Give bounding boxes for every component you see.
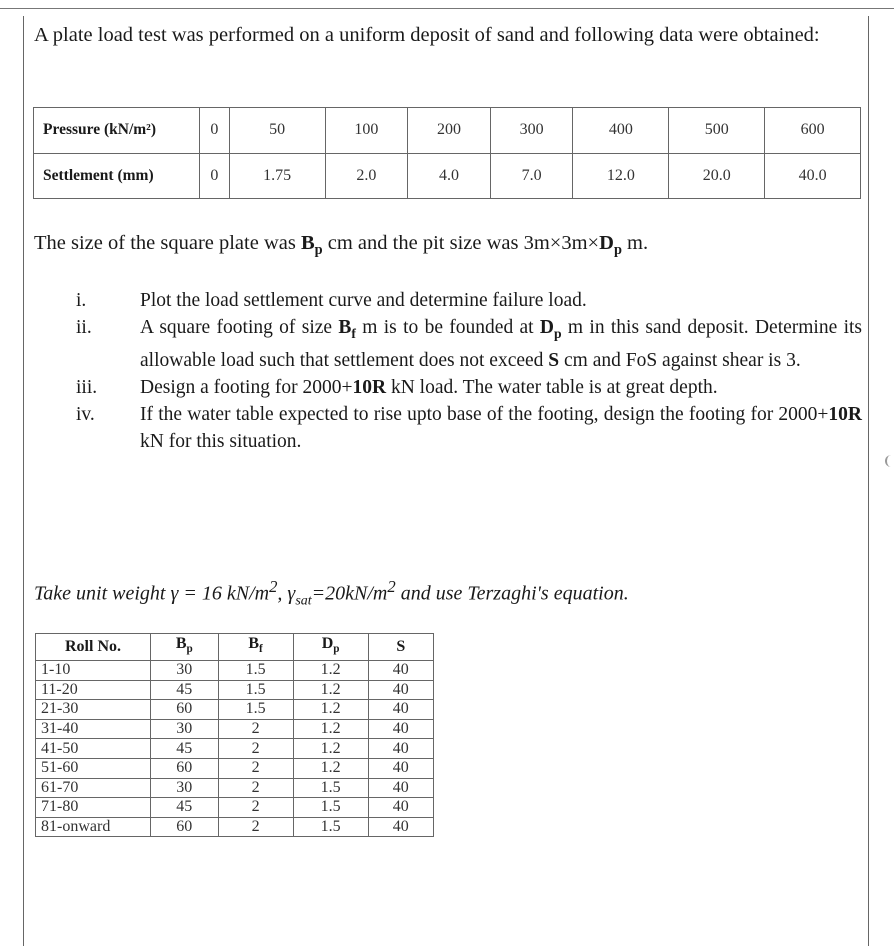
- table-cell: 40: [368, 719, 433, 739]
- table-cell: 1.2: [293, 719, 368, 739]
- table-row: [36, 739, 434, 759]
- table-cell: 2: [218, 758, 293, 778]
- settlement-row: [34, 153, 861, 199]
- task-text: If the water table expected to rise upto base of the footing, design the footing for 2000+: [140, 403, 829, 425]
- task-number: i.: [76, 290, 87, 311]
- roll-table-header: [36, 634, 434, 661]
- task-item: [34, 314, 862, 374]
- task-text: kN load. The water table is at great depth.: [386, 376, 718, 398]
- table-row: [36, 798, 434, 818]
- task-text: cm and FoS against shear is 3.: [559, 349, 801, 371]
- table-cell: 60: [151, 700, 219, 720]
- settlement-cell: 4.0: [408, 153, 491, 199]
- table-row: [36, 661, 434, 681]
- pressure-cell: 50: [229, 108, 325, 154]
- dp-symbol: $D_p$: [539, 317, 562, 341]
- page-edge-mark: [885, 455, 893, 467]
- table-cell: 45: [151, 739, 219, 759]
- task-number: ii.: [76, 317, 92, 338]
- table-cell: 40: [368, 739, 433, 759]
- table-row: [36, 778, 434, 798]
- table-cell: 2: [218, 739, 293, 759]
- table-cell: 31-40: [36, 719, 151, 739]
- s-symbol: S: [548, 349, 560, 371]
- table-cell: 30: [151, 661, 219, 681]
- table-cell: 1.5: [293, 817, 368, 837]
- table-cell: 1.2: [293, 680, 368, 700]
- sizes-text-2: cm and the pit size was 3m×3m×: [322, 232, 600, 254]
- table-cell: 1.2: [293, 758, 368, 778]
- settlement-cell: 2.0: [325, 153, 408, 199]
- table-cell: 1.2: [293, 700, 368, 720]
- table-cell: 2: [218, 817, 293, 837]
- pressure-cell: 600: [765, 108, 861, 154]
- task-text: m in this sand deposit. Determine its allowable load such that settlement does not exceed: [140, 317, 862, 371]
- table-cell: 11-20: [36, 680, 151, 700]
- header-roll-no: Roll No.: [36, 634, 151, 661]
- table-cell: 30: [151, 778, 219, 798]
- task-text: kN for this situation.: [140, 430, 302, 452]
- pressure-cell: 0: [200, 108, 230, 154]
- task-item: [34, 287, 862, 314]
- table-cell: 60: [151, 817, 219, 837]
- roll-table-body: [36, 661, 434, 837]
- r-symbol: 10R: [828, 403, 862, 425]
- gamma-symbol: γ: [170, 582, 179, 605]
- task-list: [34, 287, 862, 455]
- task-text: Plot the load settlement curve and determine failure load.: [140, 290, 587, 311]
- table-cell: 2: [218, 778, 293, 798]
- pressure-cell: 500: [669, 108, 765, 154]
- bf-symbol: $B_f$: [338, 317, 356, 341]
- task-number: iii.: [76, 376, 98, 398]
- table-row: [36, 700, 434, 720]
- pressure-cell: 400: [573, 108, 669, 154]
- table-row: [36, 719, 434, 739]
- dp-symbol: $D_p$: [599, 232, 622, 259]
- task-item: [34, 374, 862, 401]
- task-item: [34, 401, 862, 455]
- table-cell: 21-30: [36, 700, 151, 720]
- header-bp: $B_p$: [151, 634, 219, 661]
- task-text: Design a footing for 2000+: [140, 376, 353, 398]
- settlement-cell: 12.0: [573, 153, 669, 199]
- sizes-text-3: m.: [621, 232, 649, 254]
- settlement-cell: 20.0: [669, 153, 765, 199]
- header-dp: $D_p$: [293, 634, 368, 661]
- settlement-cell: 40.0: [765, 153, 861, 199]
- pressure-cell: 200: [408, 108, 491, 154]
- table-cell: 40: [368, 778, 433, 798]
- settlement-cell: 0: [200, 153, 230, 199]
- table-cell: 1.2: [293, 661, 368, 681]
- table-cell: 1.5: [293, 798, 368, 818]
- table-cell: 40: [368, 700, 433, 720]
- table-cell: 71-80: [36, 798, 151, 818]
- table-cell: 45: [151, 798, 219, 818]
- intro-text: A plate load test was performed on a uniform deposit of sand and following data were obtained:: [34, 24, 820, 46]
- table-cell: 51-60: [36, 758, 151, 778]
- table-cell: 61-70: [36, 778, 151, 798]
- table-cell: 40: [368, 680, 433, 700]
- r-symbol: 10R: [352, 376, 387, 398]
- table-cell: 40: [368, 758, 433, 778]
- table-cell: 81-onward: [36, 817, 151, 837]
- settlement-cell: 1.75: [229, 153, 325, 199]
- table-cell: 40: [368, 661, 433, 681]
- bp-symbol: $B_p$: [300, 232, 323, 259]
- table-cell: 45: [151, 680, 219, 700]
- table-cell: 2: [218, 719, 293, 739]
- table-cell: 1.5: [218, 700, 293, 720]
- table-cell: 2: [218, 798, 293, 818]
- table-cell: 1.5: [218, 661, 293, 681]
- roll-number-table: [35, 633, 434, 837]
- settlement-label: Settlement (mm): [34, 153, 200, 199]
- plate-size-text: [34, 229, 864, 264]
- unit-weight-text: Take unit weight γ = 16 $kN/m^2$, $\gamma_{sat}=20kN/m^2$ and use Terzaghi's equation.: [34, 577, 629, 609]
- table-cell: 40: [368, 798, 433, 818]
- table-cell: 1.5: [218, 680, 293, 700]
- plate-load-table: [33, 107, 861, 199]
- table-row: [36, 817, 434, 837]
- table-row: [36, 758, 434, 778]
- table-row: [36, 680, 434, 700]
- table-cell: 40: [368, 817, 433, 837]
- table-cell: 60: [151, 758, 219, 778]
- page-top-rule: [0, 8, 894, 9]
- task-number: iv.: [76, 403, 95, 425]
- pressure-row: [34, 108, 861, 154]
- gamma-sat-symbol: γ: [287, 582, 296, 605]
- pressure-label: Pressure (kN/m²): [34, 108, 200, 154]
- task-text: A square footing of size: [140, 317, 339, 338]
- table-cell: 1.2: [293, 739, 368, 759]
- pressure-cell: 100: [325, 108, 408, 154]
- table-cell: 41-50: [36, 739, 151, 759]
- header-bf: $B_f$: [218, 634, 293, 661]
- pressure-cell: 300: [490, 108, 573, 154]
- table-cell: 1-10: [36, 661, 151, 681]
- sizes-text-1: The size of the square plate was: [34, 232, 301, 254]
- table-cell: 30: [151, 719, 219, 739]
- settlement-cell: 7.0: [490, 153, 573, 199]
- task-text: m is to be founded at: [355, 317, 540, 338]
- table-cell: 1.5: [293, 778, 368, 798]
- header-s: S: [368, 634, 433, 661]
